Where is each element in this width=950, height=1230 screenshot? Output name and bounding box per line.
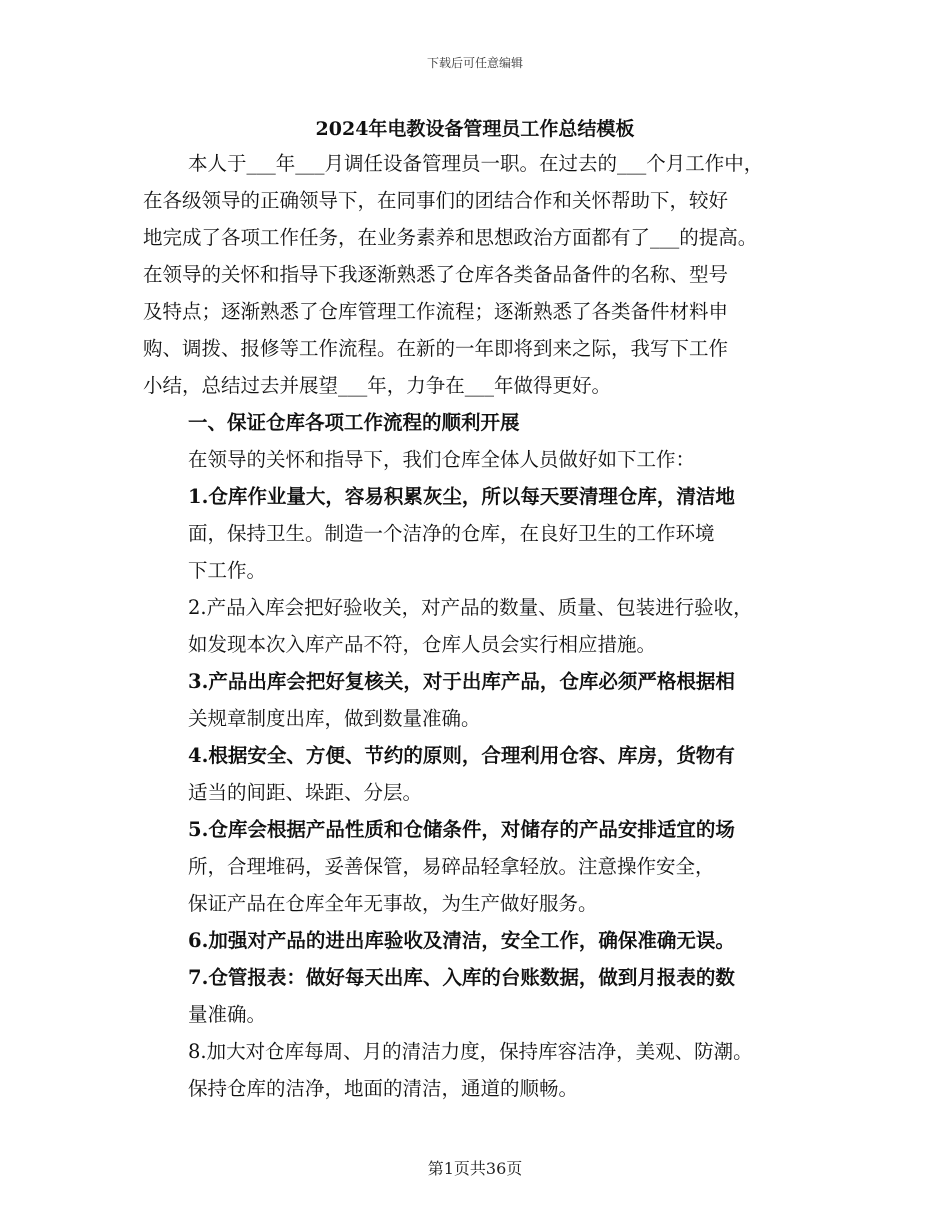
item-4-line-2: 适当的间距、垛距、分层。	[188, 781, 423, 804]
item-2-line-1: 2.产品入库会把好验收关，对产品的数量、质量、包装进行验收，	[188, 596, 753, 619]
intro-line-6: 购、调拨、报修等工作流程。在新的一年即将到来之际，我写下工作	[143, 337, 729, 360]
intro-line-2: 在各级领导的正确领导下，在同事们的团结合作和关怀帮助下，较好	[143, 189, 729, 212]
intro-line-3: 地完成了各项工作任务，在业务素养和思想政治方面都有了___的提高。	[143, 226, 758, 249]
item-4-line-1: 4.根据安全、方便、节约的原则，合理利用仓容、库房，货物有	[188, 744, 735, 767]
item-1-line-3: 下工作。	[188, 559, 267, 582]
item-8-line-2: 保持仓库的洁净，地面的清洁，通道的顺畅。	[188, 1077, 579, 1100]
page-header: 下载后可任意编辑	[426, 56, 523, 70]
intro-line-4: 在领导的关怀和指导下我逐渐熟悉了仓库各类备品备件的名称、型号	[143, 263, 729, 286]
item-5-line-1: 5.仓库会根据产品性质和仓储条件，对储存的产品安排适宜的场	[188, 818, 735, 841]
intro-line-1: 本人于___年___月调任设备管理员一职。在过去的___个月工作中，	[188, 152, 764, 175]
intro-line-5: 及特点；逐渐熟悉了仓库管理工作流程；逐渐熟悉了各类备件材料申	[143, 300, 729, 323]
intro-line-7: 小结，总结过去并展望___年，力争在___年做得更好。	[143, 374, 612, 397]
item-7-line-2: 量准确。	[188, 1003, 267, 1026]
item-1-line-2: 面，保持卫生。制造一个洁净的仓库，在良好卫生的工作环境	[188, 522, 715, 545]
item-6-line-1: 6.加强对产品的进出库验收及清洁，安全工作，确保准确无误。	[188, 929, 735, 952]
section-lead: 在领导的关怀和指导下，我们仓库全体人员做好如下工作：	[188, 448, 696, 471]
document-title: 2024年电教设备管理员工作总结模板	[315, 118, 635, 140]
item-7-line-1: 7.仓管报表：做好每天出库、入库的台账数据，做到月报表的数	[188, 966, 735, 989]
item-3-line-1: 3.产品出库会把好复核关，对于出库产品，仓库必须严格根据相	[188, 670, 735, 693]
page-footer: 第1页共36页	[427, 1159, 523, 1178]
item-8-line-1: 8.加大对仓库每周、月的清洁力度，保持库容洁净，美观、防潮。	[188, 1040, 753, 1063]
item-5-line-2: 所，合理堆码，妥善保管，易碎品轻拿轻放。注意操作安全，	[188, 855, 715, 878]
item-3-line-2: 关规章制度出库，做到数量准确。	[188, 707, 481, 730]
section-heading-1: 一、保证仓库各项工作流程的顺利开展	[188, 411, 520, 434]
item-5-line-3: 保证产品在仓库全年无事故，为生产做好服务。	[188, 892, 598, 915]
item-1-line-1: 1.仓库作业量大，容易积累灰尘，所以每天要清理仓库，清洁地	[188, 485, 735, 508]
item-2-line-2: 如发现本次入库产品不符，仓库人员会实行相应措施。	[188, 633, 657, 656]
